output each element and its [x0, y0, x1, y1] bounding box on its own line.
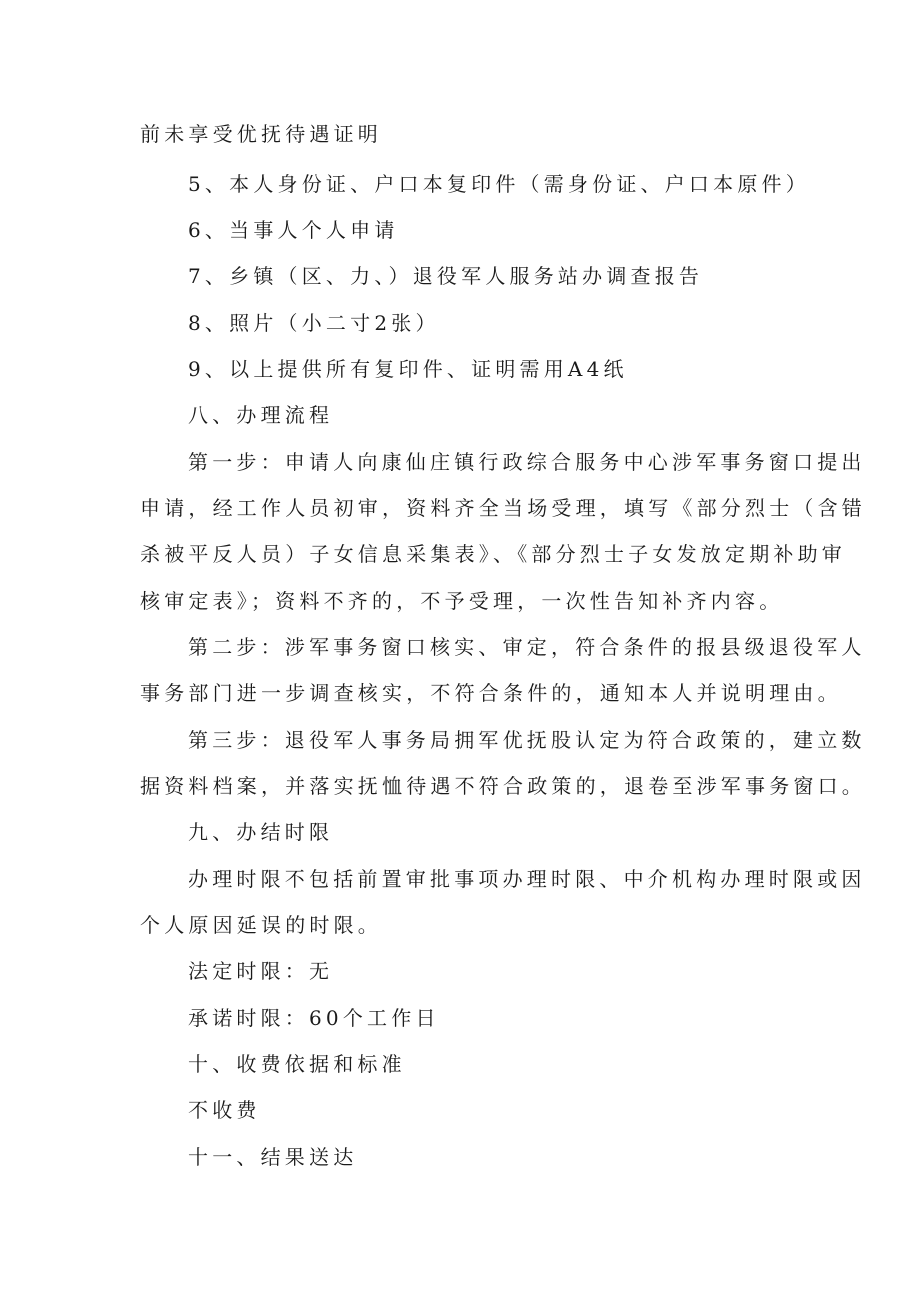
- step-2-line-2: 事务部门进一步调查核实，不符合条件的，通知本人并说明理由。: [140, 681, 842, 705]
- fee-text: 不收费: [188, 1098, 261, 1122]
- step-1-line-2: 申请，经工作人员初审，资料齐全当场受理，填写《部分烈士（含错: [140, 496, 866, 520]
- step-1-line-3: 杀被平反人员）子女信息采集表》、《部分烈士子女发放定期补助审: [140, 542, 846, 566]
- section-heading-9: 九、办结时限: [188, 820, 334, 844]
- list-item-9: 9、以上提供所有复印件、证明需用A4纸: [188, 357, 628, 381]
- section-heading-8: 八、办理流程: [188, 403, 334, 427]
- list-item-5: 5、本人身份证、户口本复印件（需身份证、户口本原件）: [188, 172, 810, 196]
- section-heading-11: 十一、结果送达: [188, 1145, 358, 1169]
- promised-time-limit: 承诺时限：60个工作日: [188, 1006, 440, 1030]
- list-item-7: 7、乡镇（区、力、）退役军人服务站办调查报告: [188, 264, 704, 288]
- section-heading-10: 十、收费依据和标准: [188, 1052, 406, 1076]
- list-item-8: 8、照片（小二寸2张）: [188, 311, 440, 335]
- step-1-line-1: 第一步：申请人向康仙庄镇行政综合服务中心涉军事务窗口提出: [188, 450, 866, 474]
- step-2-line-1: 第二步：涉军事务窗口核实、审定，符合条件的报县级退役军人: [188, 635, 866, 659]
- text-line-continuation: 前未享受优抚待遇证明: [140, 122, 382, 146]
- step-3-line-2: 据资料档案，并落实抚恤待遇不符合政策的，退卷至涉军事务窗口。: [140, 774, 866, 798]
- step-1-line-4: 核审定表》；资料不齐的，不予受理，一次性告知补齐内容。: [140, 589, 784, 613]
- time-limit-line-1: 办理时限不包括前置审批事项办理时限、中介机构办理时限或因: [188, 867, 866, 891]
- step-3-line-1: 第三步：退役军人事务局拥军优抚股认定为符合政策的，建立数: [188, 728, 866, 752]
- time-limit-line-2: 个人原因延误的时限。: [140, 913, 382, 937]
- legal-time-limit: 法定时限：无: [188, 959, 334, 983]
- list-item-6: 6、当事人个人申请: [188, 218, 399, 242]
